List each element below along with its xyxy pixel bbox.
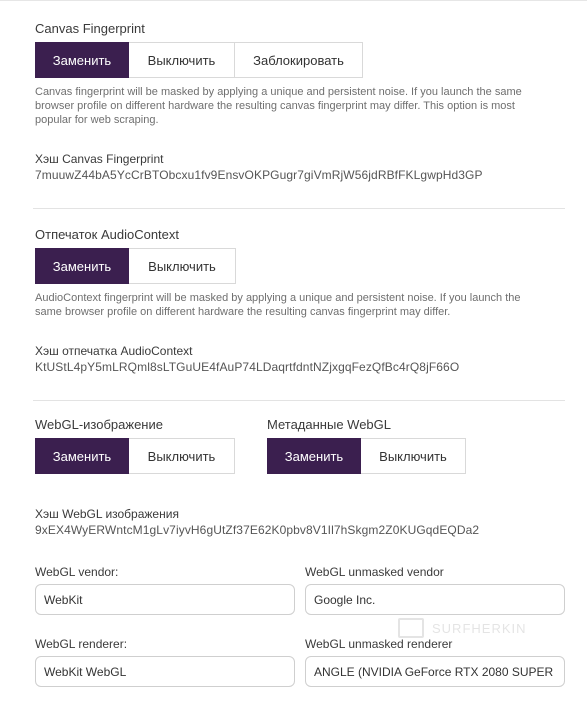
top-border: [0, 0, 587, 1]
webgl-unmasked-renderer-input[interactable]: [305, 656, 565, 687]
webgl-vendor-label: WebGL vendor:: [35, 565, 119, 579]
canvas-note-line: Canvas fingerprint will be masked by applying a unique and persistent noise. If you launch the same: [35, 86, 522, 98]
canvas-hash-label: Хэш Canvas Fingerprint: [35, 152, 164, 166]
webgl-image-toggle: [35, 438, 235, 474]
audio-replace-button[interactable]: Заменить: [35, 248, 129, 284]
webgl-renderer-label: WebGL renderer:: [35, 637, 128, 651]
webgl-vendor-input[interactable]: [35, 584, 295, 615]
audio-note-line: same browser profile on different hardware the resulting canvas fingerprint may differ.: [35, 306, 451, 318]
webgl-metadata-toggle: [267, 438, 466, 474]
audiocontext-toggle: [35, 248, 236, 284]
canvas-note-line: popular for web scraping.: [35, 114, 159, 126]
canvas-hash-value: 7muuwZ44bA5YcCrBTObcxu1fv9EnsvOKPGugr7giVmRjW56jdRBfFKLgwpHd3GP: [35, 168, 483, 182]
webgl-metadata-title: Метаданные WebGL: [267, 417, 392, 432]
canvas-note-line: browser profile on different hardware the resulting canvas fingerprint may differ. This option is most: [35, 100, 515, 112]
webgl-hash-label: Хэш WebGL изображения: [35, 507, 179, 521]
webgl-image-title: WebGL-изображение: [35, 417, 163, 432]
audiocontext-note: [35, 291, 565, 319]
audio-hash-label: Хэш отпечатка AudioContext: [35, 344, 193, 358]
audiocontext-title: Отпечаток AudioContext: [35, 227, 180, 242]
webgl-image-disable-button[interactable]: Выключить: [129, 438, 235, 474]
section-divider: [33, 400, 565, 401]
watermark-text: SURFHERKIN: [432, 620, 527, 636]
webgl-unmasked-renderer-label: WebGL unmasked renderer: [305, 637, 453, 651]
webgl-image-replace-button[interactable]: Заменить: [35, 438, 129, 474]
webgl-meta-replace-button[interactable]: Заменить: [267, 438, 361, 474]
webgl-meta-disable-button[interactable]: Выключить: [361, 438, 466, 474]
audio-note-line: AudioContext fingerprint will be masked by applying a unique and persistent noise. If you launch the: [35, 292, 521, 304]
webgl-unmasked-vendor-input[interactable]: [305, 584, 565, 615]
monitor-icon: [398, 618, 424, 638]
audio-disable-button[interactable]: Выключить: [129, 248, 236, 284]
canvas-replace-button[interactable]: Заменить: [35, 42, 129, 78]
canvas-fingerprint-title: Canvas Fingerprint: [35, 21, 145, 36]
webgl-hash-value: 9xEX4WyERWntcM1gLv7iyvH6gUtZf37E62K0pbv8V1Il7hSkgm2Z0KUGqdEQDa2: [35, 523, 480, 537]
canvas-disable-button[interactable]: Выключить: [129, 42, 235, 78]
canvas-note: [35, 85, 565, 127]
canvas-fingerprint-toggle: [35, 42, 363, 78]
webgl-unmasked-vendor-label: WebGL unmasked vendor: [305, 565, 444, 579]
webgl-renderer-input[interactable]: [35, 656, 295, 687]
audio-hash-value: KtUStL4pY5mLRQml8sLTGuUE4fAuP74LDaqrtfdntNZjxgqFezQfBc4rQ8jF66O: [35, 360, 460, 374]
watermark: [398, 618, 527, 638]
section-divider: [33, 208, 565, 209]
canvas-block-button[interactable]: Заблокировать: [235, 42, 363, 78]
